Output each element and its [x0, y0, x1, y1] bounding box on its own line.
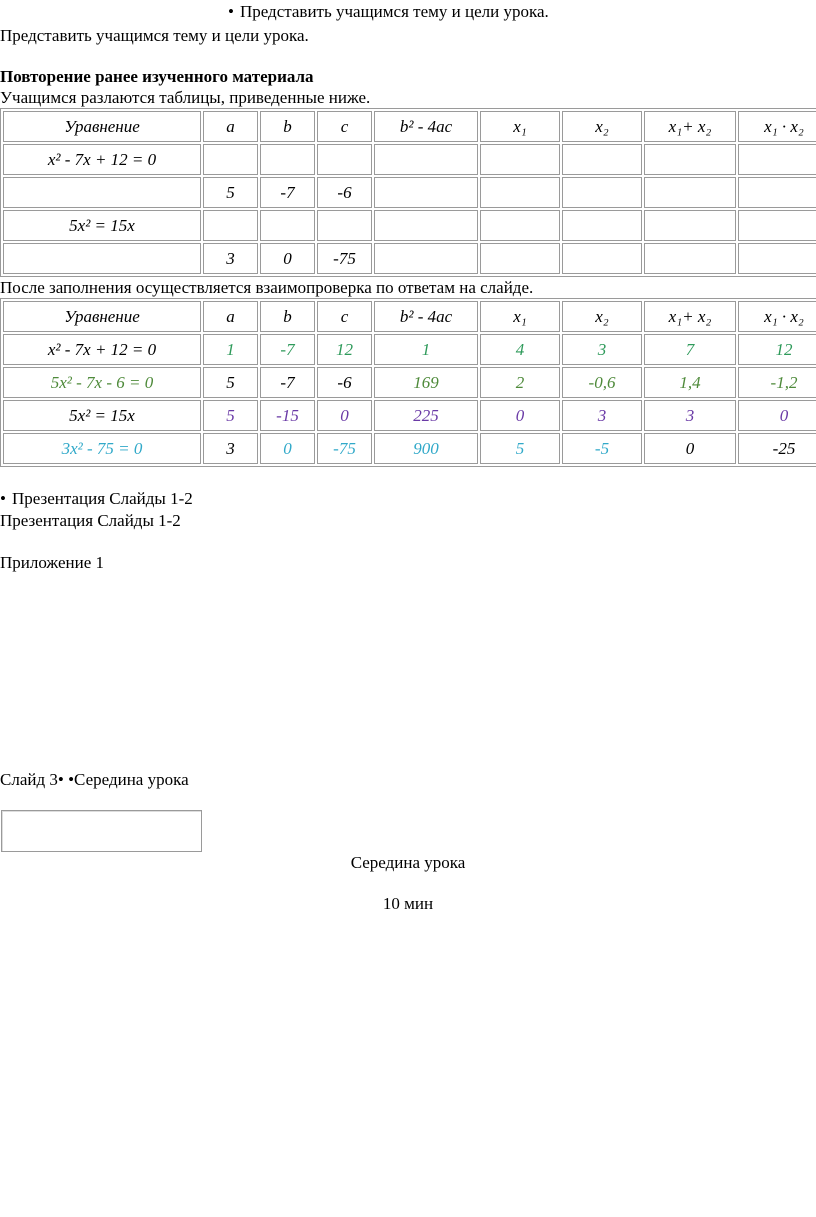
slide3-label: Середина урока	[74, 770, 189, 789]
table-row	[3, 243, 816, 274]
header-sum: x₁+ x₂	[644, 301, 736, 332]
table-row	[3, 367, 816, 398]
value-cell: 0	[644, 433, 736, 464]
value-cell	[260, 210, 315, 241]
value-cell: -75	[317, 243, 372, 274]
header-x1: x₁	[480, 301, 560, 332]
value-cell	[738, 243, 816, 274]
value-cell: -7	[260, 367, 315, 398]
value-cell: 5	[203, 367, 258, 398]
value-cell: 1,4	[644, 367, 736, 398]
value-cell: -1,2	[738, 367, 816, 398]
equation-cell: 5x² - 7x - 6 = 0	[3, 367, 201, 398]
equation-cell: 5x² = 15x	[3, 210, 201, 241]
header-x1: x₁	[480, 111, 560, 142]
value-cell: 5	[203, 177, 258, 208]
header-product: x₁ · x₂	[738, 111, 816, 142]
value-cell	[480, 210, 560, 241]
value-cell	[644, 243, 736, 274]
header-equation: Уравнение	[3, 111, 201, 142]
value-cell: 1	[374, 334, 478, 365]
presentation-bullet-text: Презентация Слайды 1-2	[11, 489, 193, 508]
header-b: b	[260, 301, 315, 332]
value-cell: 5	[203, 400, 258, 431]
middle-title: Середина урока	[350, 853, 466, 872]
header-a: a	[203, 301, 258, 332]
equation-cell	[3, 177, 201, 208]
value-cell	[562, 144, 642, 175]
value-cell: 169	[374, 367, 478, 398]
table-row	[3, 334, 816, 365]
table-row	[3, 177, 816, 208]
appendix-label: Приложение 1	[0, 553, 104, 572]
equation-cell: 5x² = 15x	[3, 400, 201, 431]
empty-frame	[1, 810, 202, 852]
value-cell: 0	[738, 400, 816, 431]
value-cell: -7	[260, 334, 315, 365]
value-cell	[738, 210, 816, 241]
value-cell: -25	[738, 433, 816, 464]
middle-duration: 10 мин	[382, 894, 434, 913]
value-cell	[644, 177, 736, 208]
header-discriminant: b² - 4ac	[374, 301, 478, 332]
value-cell	[203, 210, 258, 241]
value-cell	[317, 144, 372, 175]
value-cell: 12	[317, 334, 372, 365]
value-cell: 3	[644, 400, 736, 431]
value-cell	[480, 243, 560, 274]
value-cell: -15	[260, 400, 315, 431]
bullet-icon: •	[57, 770, 64, 789]
value-cell	[738, 144, 816, 175]
value-cell	[644, 210, 736, 241]
value-cell	[480, 177, 560, 208]
value-cell: 2	[480, 367, 560, 398]
header-b: b	[260, 111, 315, 142]
value-cell: 900	[374, 433, 478, 464]
value-cell	[562, 243, 642, 274]
table-header-row	[3, 111, 816, 142]
header-x2: x₂	[562, 301, 642, 332]
header-equation: Уравнение	[3, 301, 201, 332]
value-cell	[644, 144, 736, 175]
presentation-line: Презентация Слайды 1-2	[0, 511, 181, 530]
value-cell: -75	[317, 433, 372, 464]
presentation-bullet-line	[0, 489, 193, 509]
value-cell	[203, 144, 258, 175]
equation-cell	[3, 243, 201, 274]
equation-cell: x² - 7x + 12 = 0	[3, 334, 201, 365]
after-table-text: После заполнения осуществляется взаимопроверка по ответам на слайде.	[0, 278, 534, 297]
equation-cell: 3x² - 75 = 0	[3, 433, 201, 464]
value-cell: 0	[317, 400, 372, 431]
value-cell: 3	[203, 243, 258, 274]
header-c: c	[317, 111, 372, 142]
value-cell: 225	[374, 400, 478, 431]
slide3-prefix: Слайд 3	[0, 770, 58, 789]
value-cell: 0	[260, 433, 315, 464]
value-cell: 7	[644, 334, 736, 365]
table-row	[3, 433, 816, 464]
value-cell: 12	[738, 334, 816, 365]
value-cell: -7	[260, 177, 315, 208]
value-cell: 1	[203, 334, 258, 365]
header-sum: x₁+ x₂	[644, 111, 736, 142]
intro-line: Представить учащимся тему и цели урока.	[0, 26, 309, 45]
value-cell	[374, 243, 478, 274]
value-cell: -6	[317, 367, 372, 398]
value-cell: -5	[562, 433, 642, 464]
value-cell: 5	[480, 433, 560, 464]
table-row	[3, 210, 816, 241]
value-cell	[374, 144, 478, 175]
header-c: c	[317, 301, 372, 332]
value-cell: 0	[260, 243, 315, 274]
value-cell	[374, 210, 478, 241]
table-row	[3, 400, 816, 431]
value-cell: 0	[480, 400, 560, 431]
review-heading: Повторение ранее изученного материала	[0, 67, 314, 86]
intro-bullet-line	[228, 2, 549, 22]
value-cell: -6	[317, 177, 372, 208]
bullet-icon: •	[68, 770, 75, 789]
value-cell: 3	[562, 400, 642, 431]
value-cell	[562, 210, 642, 241]
value-cell: -0,6	[562, 367, 642, 398]
value-cell	[374, 177, 478, 208]
slide3-line	[0, 770, 189, 790]
review-text: Учащимся разлаются таблицы, приведенные ниже.	[0, 88, 371, 107]
value-cell	[260, 144, 315, 175]
header-a: a	[203, 111, 258, 142]
table-header-row	[3, 301, 816, 332]
header-x2: x₂	[562, 111, 642, 142]
value-cell	[562, 177, 642, 208]
value-cell	[480, 144, 560, 175]
header-discriminant: b² - 4ac	[374, 111, 478, 142]
equation-cell: x² - 7x + 12 = 0	[3, 144, 201, 175]
answers-table	[0, 298, 816, 467]
value-cell	[738, 177, 816, 208]
value-cell	[317, 210, 372, 241]
blank-table	[0, 108, 816, 277]
header-product: x₁ · x₂	[738, 301, 816, 332]
value-cell: 4	[480, 334, 560, 365]
intro-bullet-text: Представить учащимся тему и цели урока.	[239, 2, 549, 21]
value-cell: 3	[203, 433, 258, 464]
value-cell: 3	[562, 334, 642, 365]
table-row	[3, 144, 816, 175]
